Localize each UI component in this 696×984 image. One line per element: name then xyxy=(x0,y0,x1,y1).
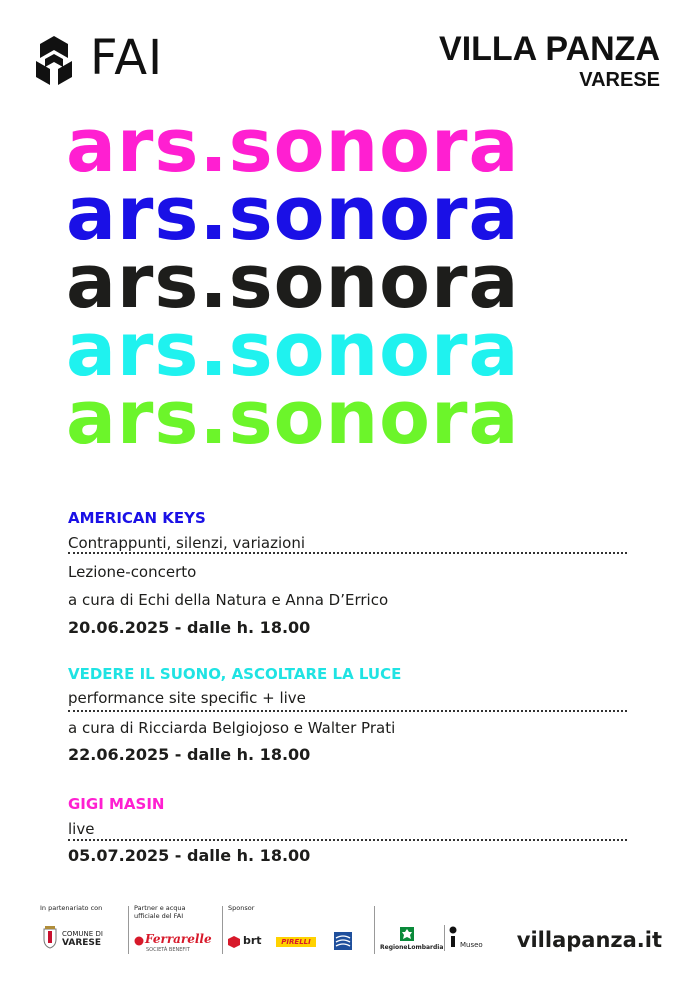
title-line-blue: ars.sonora xyxy=(66,171,520,257)
pirelli-logo: PIRELLI xyxy=(276,937,316,947)
brt-logo: brt xyxy=(243,934,262,947)
event-title: VEDERE IL SUONO, ASCOLTARE LA LUCE xyxy=(68,665,402,683)
event-curators: a cura di Echi della Natura e Anna D’Errico xyxy=(68,591,389,609)
title-line-magenta: ars.sonora xyxy=(66,103,520,189)
footer-divider xyxy=(128,906,129,954)
dotted-divider xyxy=(68,839,627,841)
regione-logo: RegioneLombardia xyxy=(380,944,444,951)
title-line-cyan: ars.sonora xyxy=(66,307,520,393)
venue-city: VARESE xyxy=(579,69,660,91)
partner-label: ufficiale del FAI xyxy=(134,912,184,920)
comune-label: COMUNE DI xyxy=(62,930,103,938)
footer-divider xyxy=(444,925,445,951)
website-url[interactable]: villapanza.it xyxy=(516,928,662,952)
sponsor-emblem-icon xyxy=(334,932,352,950)
regione-lombardia-icon xyxy=(400,927,414,941)
event-curators: a cura di Ricciarda Belgiojoso e Walter Prati xyxy=(68,719,396,737)
comune-crest-icon xyxy=(42,925,58,949)
dotted-divider xyxy=(68,552,627,554)
brt-mark-icon xyxy=(228,936,240,948)
event-title: GIGI MASIN xyxy=(68,795,165,813)
museo-mark-icon xyxy=(449,926,457,948)
footer-divider xyxy=(374,906,375,954)
ferrarelle-logo: Ferrarelle xyxy=(145,932,212,946)
event-date: 20.06.2025 - dalle h. 18.00 xyxy=(68,618,311,637)
event-format: Lezione-concerto xyxy=(68,563,197,581)
museo-logo: Museo xyxy=(460,941,483,949)
partner-label: Partner e acqua xyxy=(134,904,186,912)
event-subtitle: Contrappunti, silenzi, variazioni xyxy=(68,534,305,552)
venue-name: VILLA PANZA xyxy=(439,30,660,68)
event-subtitle: performance site specific + live xyxy=(68,689,306,707)
event-subtitle: live xyxy=(68,820,95,838)
dotted-divider xyxy=(68,710,627,712)
event-date: 05.07.2025 - dalle h. 18.00 xyxy=(68,846,311,865)
brand-name: FAI xyxy=(90,30,164,86)
sponsor-label: Sponsor xyxy=(228,904,255,912)
partnership-label: In partenariato con xyxy=(40,904,103,912)
event-title: AMERICAN KEYS xyxy=(68,509,206,527)
ferrarelle-sub: SOCIETÀ BENEFIT xyxy=(146,947,190,953)
ferrarelle-drop-icon xyxy=(134,936,144,946)
title-line-green: ars.sonora xyxy=(66,375,520,461)
title-line-black: ars.sonora xyxy=(66,239,520,325)
footer-divider xyxy=(222,906,223,954)
event-date: 22.06.2025 - dalle h. 18.00 xyxy=(68,745,311,764)
comune-name: VARESE xyxy=(62,938,102,948)
fai-logo-icon xyxy=(30,34,78,88)
